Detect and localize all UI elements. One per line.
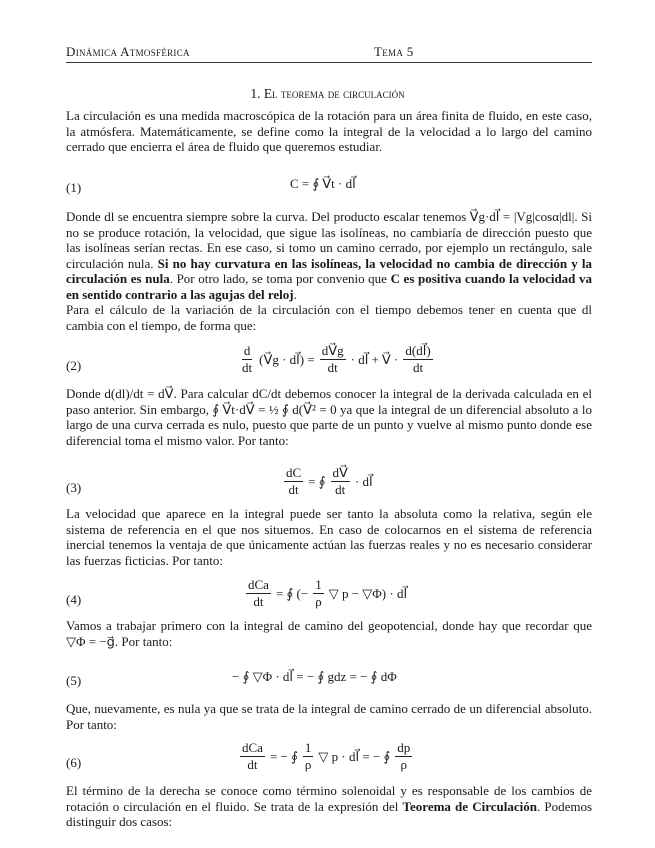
eq4-lhs-num: dCa bbox=[248, 577, 269, 592]
para2-bold-a: Si no hay curvatura en las isolíneas, la velocidad no cambia de dirección y la circulación es nula bbox=[66, 255, 592, 287]
equation-1-body: C = ∮ V⃗t · dl⃗ bbox=[290, 176, 356, 191]
equation-number-4: (4) bbox=[66, 592, 82, 607]
equation-2 bbox=[238, 344, 435, 375]
equation-5 bbox=[232, 669, 397, 685]
running-header bbox=[66, 44, 592, 62]
paragraph-intro: La circulación es una medida macroscópica de la rotación para un área finita de fluido, en este caso, la atmósfera. Matemáticamente, se define como la integral de la velocidad a lo largo del camino cerrado que encierra el área de fluido que queremos estudiar. bbox=[66, 108, 592, 155]
equation-number-5: (5) bbox=[66, 673, 82, 688]
para2-bold-b: C es positiva cuando la velocidad va en sentido contrario a las agujas del reloj bbox=[66, 271, 593, 302]
eq3-tail: · dl⃗ bbox=[354, 473, 373, 489]
para8-text-a: El término de la derecha se conoce como término solenoidal y es responsable de los cambios de rotación o circulación en el fluido. Se trata de la expresión del bbox=[66, 783, 592, 814]
eq4-lhs-den: dt bbox=[253, 594, 264, 609]
eq6-equals-integral: = − ∮ bbox=[269, 748, 298, 764]
para2-text-e: . bbox=[293, 286, 297, 302]
eq3-rhs-den: dt bbox=[335, 482, 346, 497]
eq6-rhs-fraction bbox=[395, 741, 412, 772]
eq6-inv-rho-fraction bbox=[303, 741, 314, 772]
equation-number-6: (6) bbox=[66, 755, 82, 770]
eq4-lhs-fraction bbox=[246, 578, 271, 609]
equation-4 bbox=[244, 578, 407, 609]
para2-text-a: Donde dl se encuentra siempre sobre la curva. Del producto escalar tenemos V⃗g·dl⃗ = |Vg|cosα|dl|. Si no se produce rotación, la velocidad, que sigue las isolíneas, no cambiaría de dirección puesto que las isolíneas serían rectas. En ese caso, si tomo un camino cerrado, por ejemplo un rectángulo, sale circulación nula. bbox=[66, 209, 592, 271]
eq2-lhs-num: d bbox=[243, 343, 251, 358]
eq6-lhs-fraction bbox=[240, 741, 265, 772]
equation-number-1: (1) bbox=[66, 180, 82, 195]
equation-number-2: (2) bbox=[66, 358, 82, 373]
eq6-f-num: 1 bbox=[304, 740, 312, 755]
eq3-lhs-fraction bbox=[284, 466, 303, 497]
eq4-tail: ▽ p − ▽Φ) · dl⃗ bbox=[328, 585, 408, 601]
eq4-inv-rho-fraction bbox=[313, 578, 324, 609]
eq6-lhs-num: dCa bbox=[242, 740, 263, 755]
eq6-mid: ▽ p · dl⃗ = − ∮ bbox=[318, 748, 391, 764]
eq6-lhs-den: dt bbox=[247, 757, 258, 772]
eq2-lhs-fraction bbox=[240, 344, 254, 375]
eq2-term1-fraction bbox=[320, 344, 346, 375]
eq3-rhs-fraction bbox=[331, 466, 350, 497]
paragraph-time-variation: Para el cálculo de la variación de la circulación con el tiempo debemos tener en cuenta que dl cambia con el tiempo, de forma que: bbox=[66, 302, 592, 333]
eq3-lhs-num: dC bbox=[286, 465, 302, 480]
para8-text-c: . Podemos distinguir dos casos: bbox=[66, 798, 593, 830]
para2-text-c: . Por otro lado, se toma por convenio que bbox=[169, 271, 387, 287]
eq2-t1-num: dV⃗g bbox=[321, 343, 344, 358]
paragraph-solenoidal bbox=[66, 783, 592, 830]
eq6-f-den: ρ bbox=[304, 757, 312, 772]
header-chapter: Tema 5 bbox=[374, 44, 414, 59]
eq4-f-num: 1 bbox=[315, 577, 322, 592]
header-course-title: Dinámica Atmosférica bbox=[66, 44, 190, 59]
eq6-r-num: dp bbox=[397, 740, 411, 755]
equation-3 bbox=[282, 466, 373, 497]
paragraph-reference-frame: La velocidad que aparece en la integral puede ser tanto la absoluta como la relativa, según ele sistema de referencia en el que nos situemos. En caso de colocarnos en el sistema de referencia inercial tenemos la ventaja de que únicamente actúan las fuerzas reales y no es necesario considerar las fuerzas ficticias. Por tanto: bbox=[66, 506, 592, 568]
eq2-term2-fraction bbox=[403, 344, 432, 375]
section-title: 1. El teorema de circulación bbox=[250, 86, 405, 101]
eq2-t1-tail: · dl⃗ + V⃗ · bbox=[350, 351, 399, 367]
eq2-t1-den: dt bbox=[327, 360, 338, 375]
eq2-lhs-arg: (V⃗g · dl⃗) = bbox=[259, 351, 315, 367]
para8-bold-theorem: Teorema de Circulación bbox=[402, 798, 537, 814]
eq4-f-den: ρ bbox=[315, 594, 322, 609]
eq3-rhs-num: dV⃗ bbox=[332, 465, 348, 480]
header-rule bbox=[66, 62, 592, 63]
eq2-t2-den: dt bbox=[412, 360, 424, 375]
eq2-t2-num: d(dl⃗) bbox=[405, 343, 431, 358]
paragraph-derivative: Donde d(dl)/dt = dV⃗. Para calcular dC/dt debemos conocer la integral de la derivada calculada en el paso anterior. Sin embargo, ∮ V⃗t·dV⃗ = ½ ∮ d(V⃗² = 0 ya que la integral de un diferencial absoluto a lo largo de una curva cerrada es nulo, puesto que parte de un punto y vuelve al mismo punto donde ese diferencial toma el mismo valor. Por tanto: bbox=[66, 386, 592, 448]
equation-number-3: (3) bbox=[66, 480, 82, 495]
equation-1 bbox=[290, 176, 356, 192]
eq3-equals-integral: = ∮ bbox=[308, 473, 326, 489]
eq2-lhs-den: dt bbox=[242, 360, 253, 375]
paragraph-dot-product bbox=[66, 209, 592, 303]
equation-6 bbox=[238, 741, 414, 772]
eq3-lhs-den: dt bbox=[288, 482, 299, 497]
eq4-equals-integral: = ∮ (− bbox=[275, 585, 309, 601]
equation-5-body: − ∮ ▽Φ · dl⃗ = − ∮ gdz = − ∮ dΦ bbox=[232, 669, 397, 684]
paragraph-geopotential: Vamos a trabajar primero con la integral de camino del geopotencial, donde hay que recordar que ▽Φ = −g⃗. Por tanto: bbox=[66, 618, 592, 649]
paragraph-null-integral: Que, nuevamente, es nula ya que se trata de la integral de camino cerrado de un diferencial absoluto. Por tanto: bbox=[66, 701, 592, 732]
eq6-r-den: ρ bbox=[400, 757, 408, 772]
